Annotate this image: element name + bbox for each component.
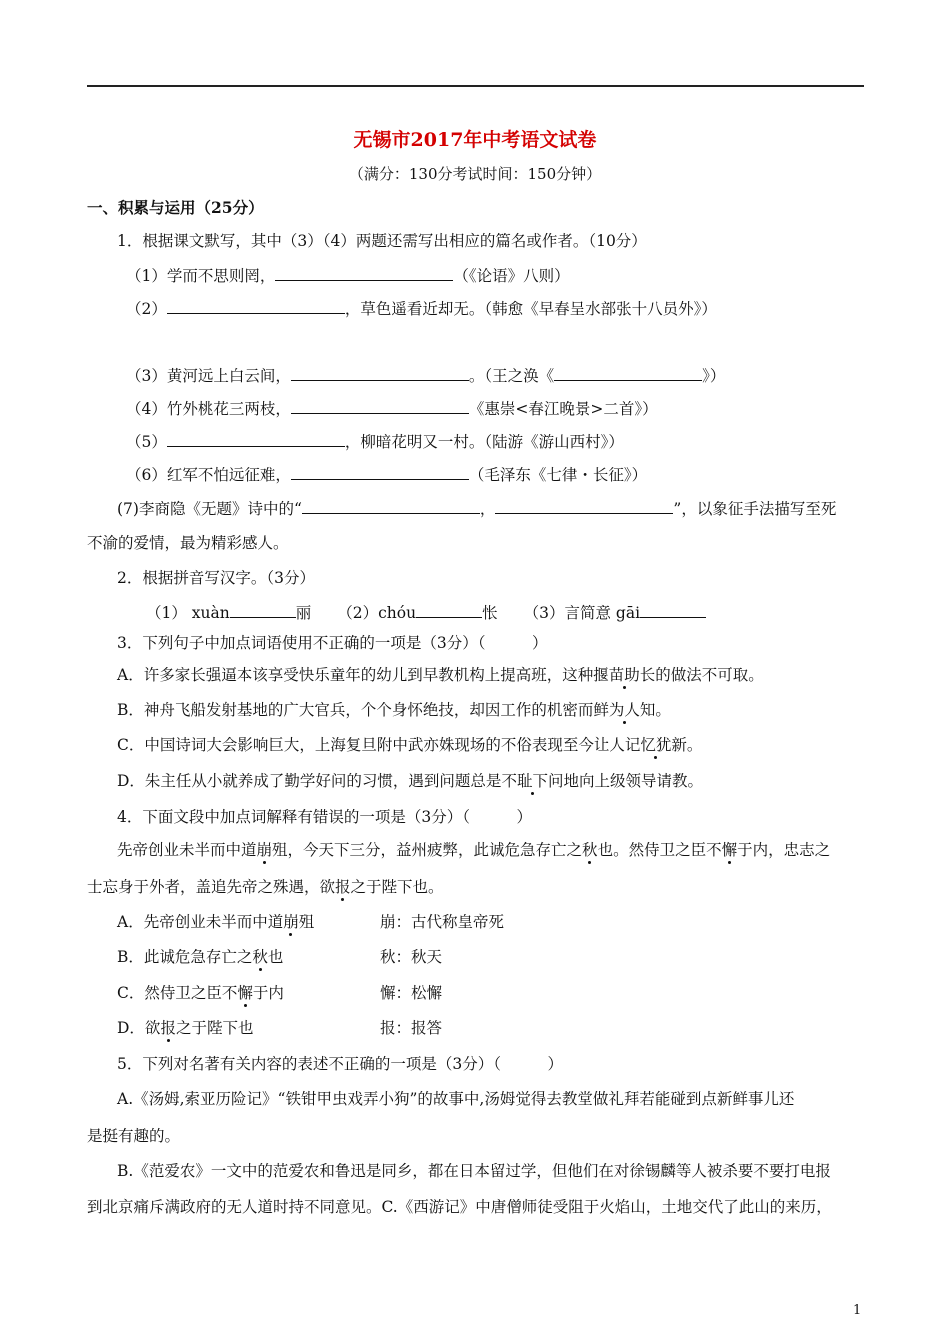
answer-blank[interactable]: [416, 601, 482, 618]
answer-blank[interactable]: [291, 397, 469, 414]
q3-stem: 3．下列句子中加点词语使用不正确的一项是（3分）（ ）: [117, 634, 548, 652]
q1-item-1: （1）学而不思则罔， （《论语》八则）: [126, 264, 570, 286]
exam-subtitle: （满分：130分考试时间：150分钟）: [348, 165, 602, 183]
q4-option-a[interactable]: A．先帝创业未半而中道崩殂: [117, 913, 315, 931]
q2-items: （1） xuàn 丽 （2）chóu 怅 （3）言简意 gāi: [146, 601, 706, 623]
q2-stem: 2．根据拼音写汉字。（3分）: [117, 569, 315, 587]
q4-stem: 4．下面文段中加点词解释有错误的一项是（3分）（ ）: [117, 808, 532, 826]
q4-option-a-gloss: 崩：古代称皇帝死: [380, 913, 505, 931]
q5-option-b-cont: 到北京痛斥满政府的无人道时持不同意见。C.《西游记》中唐僧师徒受阻于火焰山，土地交代了此山的来历，: [87, 1198, 832, 1216]
q3-option-b[interactable]: B．神舟飞船发射基地的广大官兵，个个身怀绝技，却因工作的机密而鲜为人知。: [117, 701, 671, 719]
q1-stem: 1．根据课文默写，其中（3）（4）两题还需写出相应的篇名或作者。（10分）: [117, 232, 647, 250]
section-heading: 一、积累与运用（25分）: [87, 198, 264, 217]
q1-item-2: （2） ，草色遥看近却无。（韩愈《早春呈水部张十八员外》）: [126, 297, 717, 319]
q4-option-b[interactable]: B．此诚危急存亡之秋也: [117, 948, 284, 966]
page-number: 1: [853, 1303, 862, 1318]
q4-passage-line2: 士忘身于外者，盖追先帝之殊遇，欲报之于陛下也。: [87, 878, 444, 896]
q4-passage-line1: 先帝创业未半而中道崩殂，今天下三分，益州疲弊，此诚危急存亡之秋也。然侍卫之臣不懈于内，忠志之: [117, 841, 831, 859]
q1-item-4: （4）竹外桃花三两枝， 《惠崇<春江晚景>二首》）: [126, 397, 658, 419]
q3-option-d[interactable]: D．朱主任从小就养成了勤学好问的习惯，遇到问题总是不耻下问地向上级领导请教。: [117, 772, 703, 790]
q1-item-7: (7)李商隐《无题》诗中的“ ， ”，以象征手法描写至死: [117, 497, 836, 519]
q4-option-c-gloss: 懈：松懈: [380, 984, 443, 1002]
answer-blank[interactable]: [291, 364, 469, 381]
q5-option-a[interactable]: A.《汤姆,索亚历险记》“铁钳甲虫戏弄小狗”的故事中,汤姆觉得去教堂做礼拜若能碰到点新鲜事儿还: [117, 1090, 795, 1108]
q4-option-d-gloss: 报：报答: [380, 1019, 443, 1037]
q1-item-3: （3）黄河远上白云间， 。（王之涣《 》）: [126, 364, 725, 386]
answer-blank[interactable]: [167, 297, 345, 314]
answer-blank[interactable]: [230, 601, 296, 618]
q5-option-b[interactable]: B.《范爱农》一文中的范爱农和鲁迅是同乡，都在日本留过学，但他们在对徐锡麟等人被杀要不要打电报: [117, 1162, 831, 1180]
q4-option-c[interactable]: C．然侍卫之臣不懈于内: [117, 984, 284, 1002]
q5-stem: 5．下列对名著有关内容的表述不正确的一项是（3分）（ ）: [117, 1055, 563, 1073]
q1-item-7-cont: 不渝的爱情，最为精彩感人。: [87, 534, 289, 552]
exam-title: 无锡市2017年中考语文试卷: [353, 129, 597, 151]
q4-option-d[interactable]: D．欲报之于陛下也: [117, 1019, 254, 1037]
q4-option-b-gloss: 秋：秋天: [380, 948, 443, 966]
q1-item-6: （6）红军不怕远征难， （毛泽东《七律・长征》）: [126, 463, 647, 485]
answer-blank[interactable]: [275, 264, 453, 281]
answer-blank[interactable]: [291, 463, 469, 480]
q3-option-c[interactable]: C．中国诗词大会影响巨大，上海复旦附中武亦姝现场的不俗表现至今让人记忆犹新。: [117, 736, 703, 754]
q5-option-a-cont: 是挺有趣的。: [87, 1127, 181, 1145]
q3-option-a[interactable]: A．许多家长强逼本该享受快乐童年的幼儿到早教机构上提高班，这种揠苗助长的做法不可取。: [117, 666, 764, 684]
answer-blank[interactable]: [640, 601, 706, 618]
header-rule: [87, 85, 864, 87]
answer-blank[interactable]: [167, 430, 345, 447]
answer-blank[interactable]: [495, 497, 673, 514]
answer-blank[interactable]: [554, 364, 702, 381]
q1-item-5: （5） ，柳暗花明又一村。（陆游《游山西村》）: [126, 430, 624, 452]
answer-blank[interactable]: [302, 497, 480, 514]
